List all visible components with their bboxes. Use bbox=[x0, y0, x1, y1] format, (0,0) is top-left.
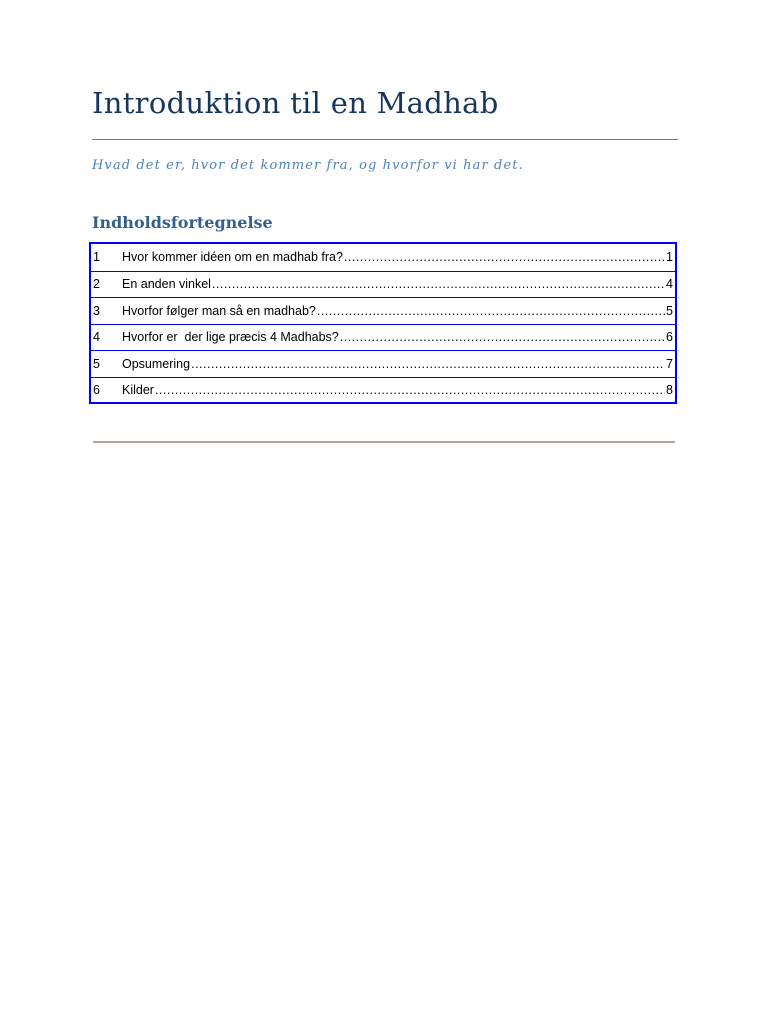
toc-entry-title: Opsumering bbox=[122, 356, 191, 371]
title-divider bbox=[92, 139, 678, 140]
toc-dot-leader bbox=[191, 357, 665, 371]
toc-dot-leader bbox=[344, 250, 665, 264]
toc-dot-leader bbox=[155, 383, 665, 397]
toc-heading: Indholdsfortegnelse bbox=[92, 213, 273, 232]
toc-entry-number: 3 bbox=[93, 303, 100, 318]
footer-divider bbox=[93, 441, 675, 443]
toc-entry-title: Hvor kommer idéen om en madhab fra? bbox=[122, 250, 343, 265]
toc-entry-page: 1 bbox=[666, 250, 673, 265]
toc-entry[interactable] bbox=[91, 271, 675, 298]
toc-entry-page: 8 bbox=[666, 383, 673, 398]
document-subtitle: Hvad det er, hvor det kommer fra, og hvorfor vi har det. bbox=[92, 158, 524, 173]
toc-entry-number: 6 bbox=[93, 383, 100, 398]
toc-entry-number: 2 bbox=[93, 277, 100, 292]
toc-entry-title: Hvorfor følger man så en madhab? bbox=[122, 303, 316, 318]
toc-entry-page: 4 bbox=[666, 277, 673, 292]
toc-entry-number: 4 bbox=[93, 330, 100, 345]
toc-dot-leader bbox=[212, 277, 665, 291]
toc-entry-page: 5 bbox=[666, 303, 673, 318]
toc-entry[interactable] bbox=[91, 377, 675, 404]
toc-entry-number: 5 bbox=[93, 356, 100, 371]
toc-entry-page: 6 bbox=[666, 330, 673, 345]
toc-entry-title: Kilder bbox=[122, 383, 154, 398]
table-of-contents bbox=[89, 242, 677, 404]
toc-entry-title: Hvorfor er der lige præcis 4 Madhabs? bbox=[122, 330, 339, 345]
toc-entry-page: 7 bbox=[666, 356, 673, 371]
toc-entry-title: En anden vinkel bbox=[122, 277, 211, 292]
toc-entry[interactable] bbox=[91, 244, 675, 271]
toc-entry[interactable] bbox=[91, 350, 675, 377]
toc-entry[interactable] bbox=[91, 297, 675, 324]
document-title: Introduktion til en Madhab bbox=[92, 86, 499, 120]
toc-entry-number: 1 bbox=[93, 250, 100, 265]
toc-entry[interactable] bbox=[91, 324, 675, 351]
toc-dot-leader bbox=[317, 304, 665, 318]
toc-dot-leader bbox=[340, 330, 665, 344]
